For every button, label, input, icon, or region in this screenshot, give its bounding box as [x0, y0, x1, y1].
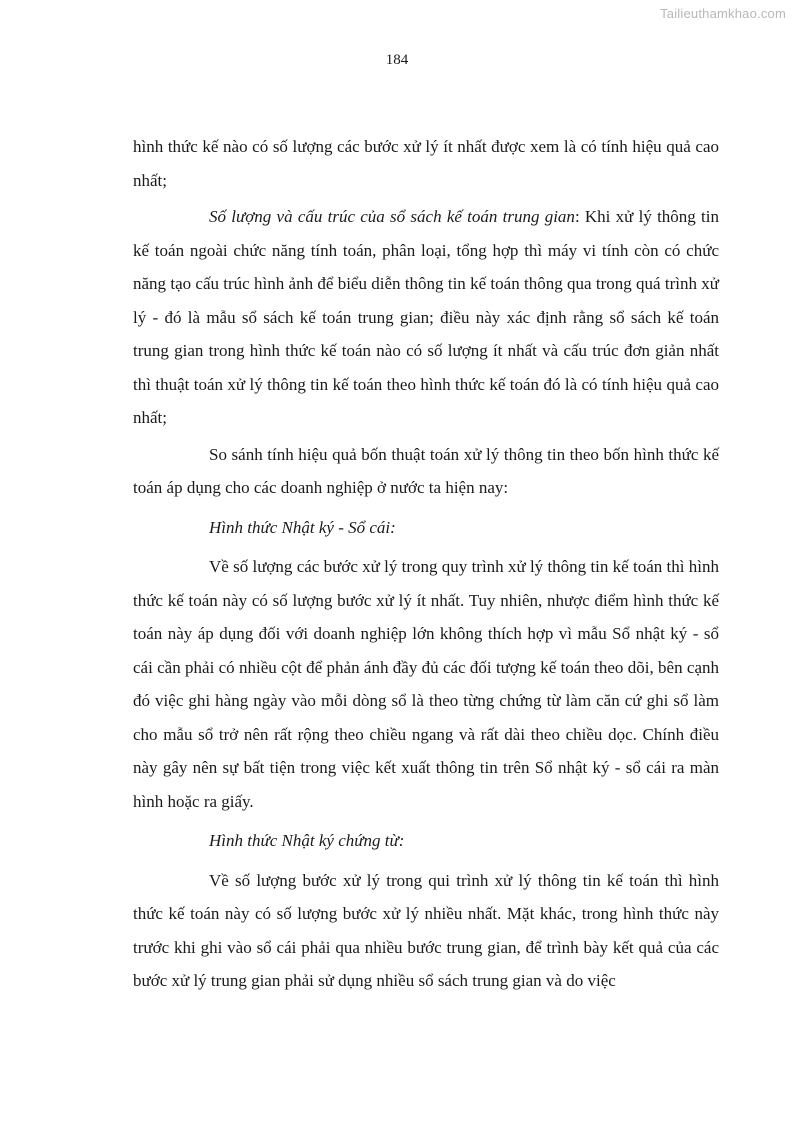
- paragraph-body-text: : Khi xử lý thông tin kế toán ngoài chức năng tính toán, phân loại, tổng hợp thì máy vi tính còn có chức năng tạo cấu trúc hình ảnh để biểu diễn thông tin kế toán thông qua trong quá trình xử lý - đó là mẫu sổ sách kế toán trung gian; điều này xác định rằng sổ sách kế toán trung gian trong hình thức kế toán nào có số lượng ít nhất và cấu trúc đơn giản nhất thì thuật toán xử lý thông tin kế toán theo hình thức kế toán đó là có tính hiệu quả cao nhất;: [133, 207, 719, 427]
- paragraph-journal-ledger: Về số lượng các bước xử lý trong quy trình xử lý thông tin kế toán thì hình thức kế toán này có số lượng bước xử lý ít nhất. Tuy nhiên, nhược điểm hình thức kế toán này áp dụng đối với doanh nghiệp lớn không thích hợp vì mẫu Sổ nhật ký - sổ cái cần phải có nhiều cột để phản ánh đầy đủ các đối tượng kế toán theo dõi, bên cạnh đó việc ghi hàng ngày vào mỗi dòng sổ là theo từng chứng từ làm căn cứ ghi sổ làm cho mẫu sổ trở nên rất rộng theo chiều ngang và rất dài theo chiều dọc. Chính điều này gây nên sự bất tiện trong việc kết xuất thông tin trên Sổ nhật ký - sổ cái ra màn hình hoặc ra giấy.: [133, 557, 719, 811]
- paragraph-journal-voucher: Về số lượng bước xử lý trong qui trình xử lý thông tin kế toán thì hình thức kế toán này có số lượng bước xử lý nhiều nhất. Mặt khác, trong hình thức này trước khi ghi vào sổ cái phải qua nhiều bước trung gian, để trình bày kết quả của các bước xử lý trung gian phải sử dụng nhiều sổ sách trung gian và do việc: [133, 870, 719, 990]
- document-body: [133, 130, 719, 998]
- section-heading-journal-voucher: Hình thức Nhật ký chứng từ:: [209, 831, 405, 850]
- paragraph-lead-italic: Số lượng và cấu trúc của sổ sách kế toán trung gian: [209, 207, 575, 226]
- watermark-text: Tailieuthamkhao.com: [660, 6, 786, 21]
- paragraph-comparison-intro: So sánh tính hiệu quả bốn thuật toán xử lý thông tin theo bốn hình thức kế toán áp dụng cho các doanh nghiệp ở nước ta hiện nay:: [133, 444, 719, 497]
- page-number: 184: [385, 52, 409, 68]
- paragraph-ledger-structure: [133, 200, 719, 435]
- paragraph-continuation: hình thức kế nào có số lượng các bước xử lý ít nhất được xem là có tính hiệu quả cao nhất;: [133, 137, 719, 190]
- section-heading-journal-ledger: Hình thức Nhật ký - Sổ cái:: [209, 517, 396, 537]
- section-heading-block: [133, 824, 719, 858]
- section-heading-block: [133, 511, 719, 545]
